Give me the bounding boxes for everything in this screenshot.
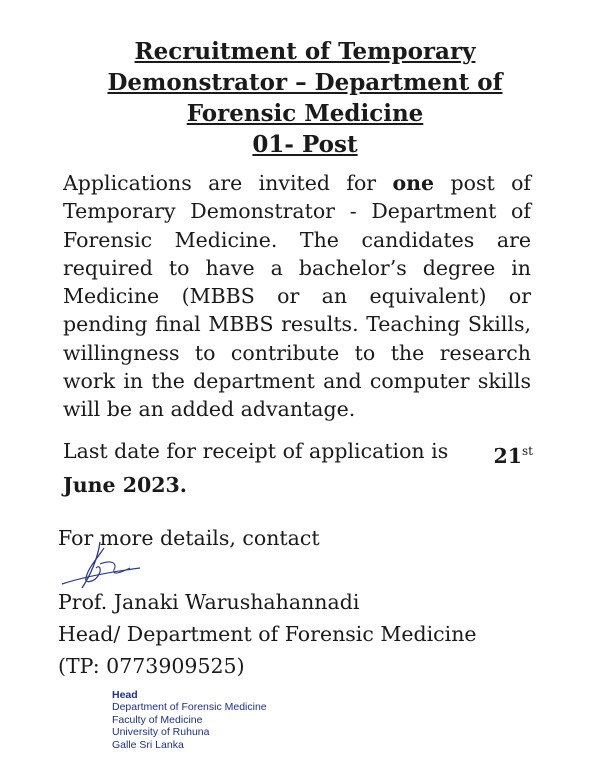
deadline-paragraph (63, 437, 533, 500)
deadline-day-suffix: st (522, 444, 533, 458)
stamp-line-4: University of Ruhuna (112, 726, 210, 739)
body-text-start: Applications are invited for (63, 171, 393, 195)
body-text-rest: post of Temporary Demonstrator - Department of Forensic Medicine. The candidates are required to have a bachelor’s degree in Medicine (MBBS or an equivalent) or pending final MBBS results. Teaching Skills, willingness to contribute to the research work in the department and computer skills will be an added advantage. (63, 171, 531, 422)
signatory-phone: (TP: 0773909525) (58, 654, 245, 678)
title-line-2: Demonstrator – Department of (107, 69, 503, 96)
stamp-line-5: Galle Sri Lanka (112, 738, 184, 751)
stamp-line-2: Department of Forensic Medicine (112, 701, 267, 714)
body-paragraph (63, 169, 531, 424)
contact-lead: For more details, contact (58, 526, 320, 550)
deadline-month-year: June 2023. (63, 473, 187, 497)
signatory-position: Head/ Department of Forensic Medicine (58, 622, 477, 646)
notice-body (63, 169, 531, 424)
deadline-day: 21 (493, 444, 523, 468)
official-stamp (112, 689, 267, 751)
title-line-3: Forensic Medicine (186, 100, 424, 127)
stamp-line-1: Head (112, 689, 138, 701)
signatory-block (58, 586, 477, 682)
title-line-1: Recruitment of Temporary (134, 38, 476, 65)
stamp-line-3: Faculty of Medicine (112, 713, 203, 726)
title-line-4: 01- Post (252, 131, 358, 158)
post-count: one (392, 171, 435, 195)
deadline-text: Last date for receipt of application is (63, 439, 449, 463)
notice-title (60, 36, 550, 160)
signatory-name: Prof. Janaki Warushahannadi (58, 590, 360, 614)
